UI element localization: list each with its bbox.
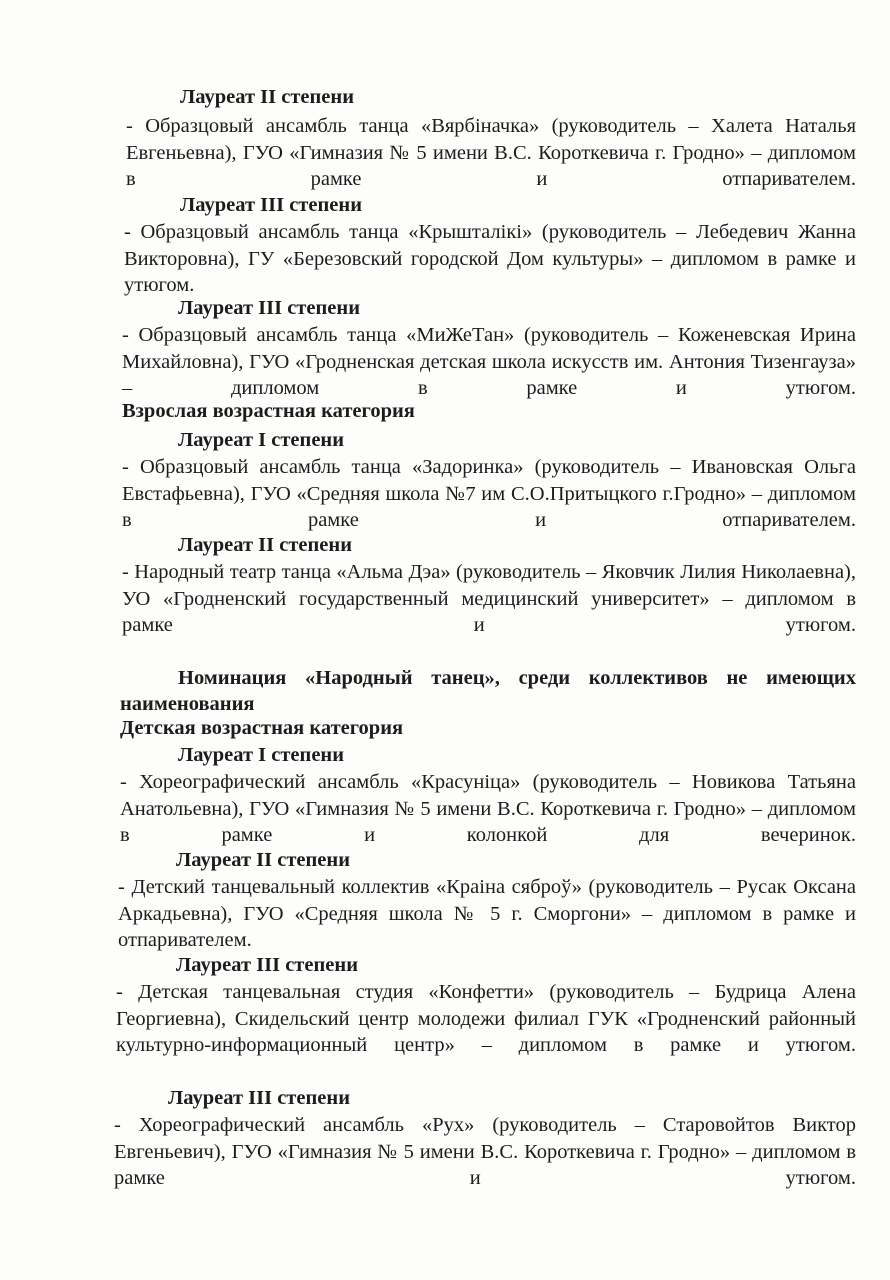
award-title: Лауреат II степени [180,86,355,108]
award-text: - Образцовый ансамбль танца «Задоринка» (руководитель – Ивановская Ольга Евстафьевна), ГУО «Средняя школа №7 им С.О.Притыцкого г.Гродно» – дипломом в рамке и отпаривателем. [122,456,856,531]
award-title: Лауреат III степени [176,954,359,976]
category-heading: Взрослая возрастная категория [122,400,415,422]
award-title: Лауреат I степени [178,429,345,451]
award-text: - Образцовый ансамбль танца «Крышталікі» (руководитель – Лебедевич Жанна Викторовна), ГУ «Березовский городской Дом культуры» – дипломом в рамке и утюгом. [124,221,856,296]
award-text: - Хореографический ансамбль «Рух» (руководитель – Старовойтов Виктор Евгеньевич), ГУО «Гимназия № 5 имени В.С. Короткевича г. Гродно» – дипломом в рамке и утюгом. [114,1114,856,1189]
award-text: - Образцовый ансамбль танца «МиЖеТан» (руководитель – Коженевская Ирина Михайловна), ГУО «Гродненская детская школа искусств им. Антония Тизенгауза» – дипломом в рамке и утюгом. [122,324,856,399]
award-title: Лауреат II степени [176,849,351,871]
award-text: - Детская танцевальная студия «Конфетти» (руководитель – Будрица Алена Георгиевна), Скидельский центр молодежи филиал ГУК «Гродненский районный культурно-информационный центр» – дипломом в рамке и утюгом. [116,981,856,1056]
award-text: - Детский танцевальный коллектив «Краіна сяброў» (руководитель – Русак Оксана Аркадьевна), ГУО «Средняя школа № 5 г. Сморгони» – дипломом в рамке и отпаривателем. [118,876,856,951]
award-title: Лауреат II степени [178,534,353,556]
award-title: Лауреат I степени [178,744,345,766]
award-text: - Образцовый ансамбль танца «Вярбіначка» (руководитель – Халета Наталья Евгеньевна), ГУО «Гимназия № 5 имени В.С. Короткевича г. Гродно» – дипломом в рамке и отпаривателем. [126,115,856,190]
nomination-heading: Номинация «Народный танец», среди коллективов не имеющих наименования [120,667,856,715]
category-heading: Детская возрастная категория [120,717,404,739]
award-title: Лауреат III степени [178,297,361,319]
award-title: Лауреат III степени [168,1087,351,1109]
award-text: - Народный театр танца «Альма Дэа» (руководитель – Яковчик Лилия Николаевна), УО «Гродненский государственный медицинский университет» – дипломом в рамке и утюгом. [122,561,856,636]
award-text: - Хореографический ансамбль «Красуніца» (руководитель – Новикова Татьяна Анатольевна), ГУО «Гимназия № 5 имени В.С. Короткевича г. Гродно» – дипломом в рамке и колонкой для вечеринок. [120,771,856,846]
award-title: Лауреат III степени [180,194,363,216]
